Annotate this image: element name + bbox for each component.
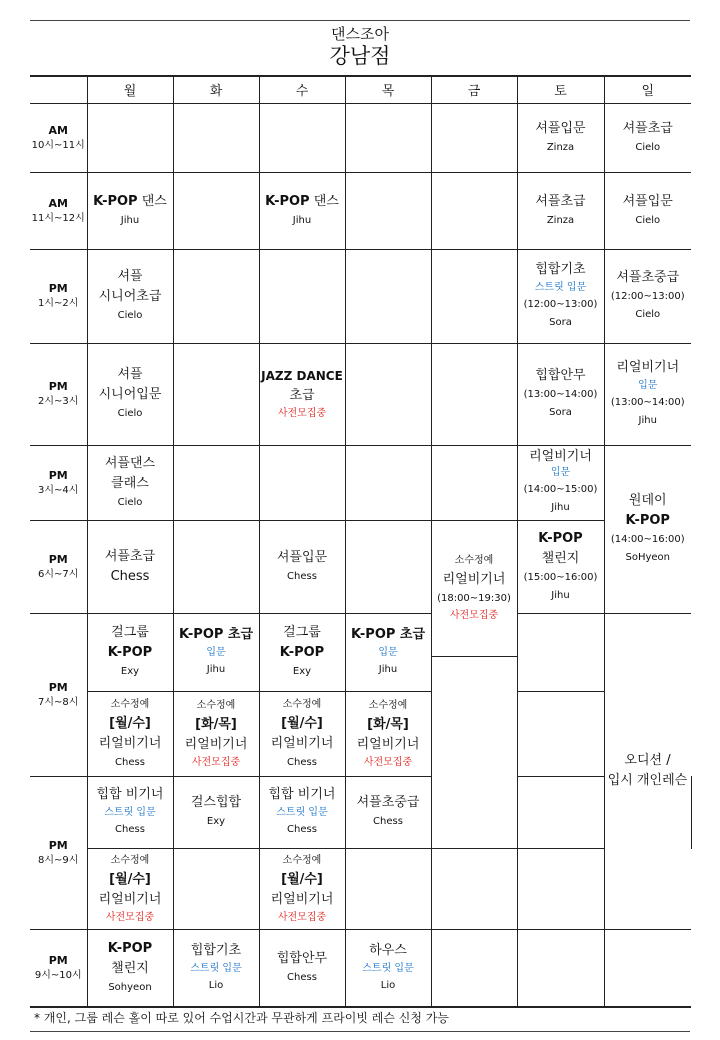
empty-cell: [173, 848, 259, 929]
row-10: [30, 103, 691, 172]
empty-cell: [173, 103, 259, 172]
day-sat: 토: [517, 76, 604, 103]
time-label: PM 3시~4시: [30, 445, 87, 520]
class-cell: 소수정예 리얼비기너 (18:00~19:30) 사전모집중: [431, 520, 517, 656]
empty-cell: [517, 613, 604, 691]
time-label: PM 6시~7시: [30, 520, 87, 613]
class-cell: 셔플초급 Chess: [87, 520, 173, 613]
row-20a: [30, 776, 691, 848]
class-cell: 셔플입문 Chess: [259, 520, 345, 613]
class-cell: 힙합 비기너 스트릿 입문 Chess: [259, 776, 345, 848]
day-sun: 일: [604, 76, 691, 103]
empty-cell: [345, 848, 431, 929]
day-wed: 수: [259, 76, 345, 103]
empty-cell: [345, 445, 431, 520]
empty-cell: [173, 343, 259, 445]
schedule-header: [30, 20, 690, 76]
empty-cell: [431, 172, 517, 249]
row-14: [30, 343, 691, 445]
empty-cell: [259, 445, 345, 520]
time-label: PM 8시~9시: [30, 776, 87, 929]
empty-cell: [173, 445, 259, 520]
class-cell: 원데이 K-POP (14:00~16:00) SoHyeon: [604, 445, 691, 613]
empty-cell: [173, 172, 259, 249]
class-cell: 리얼비기너 입문 (14:00~15:00) Jihu: [517, 445, 604, 520]
time-label: PM 1시~2시: [30, 249, 87, 343]
empty-cell: [345, 520, 431, 613]
timetable: [30, 75, 691, 1008]
time-label: AM 10시~11시: [30, 103, 87, 172]
corner-cell: [30, 76, 87, 103]
empty-cell: [87, 103, 173, 172]
empty-cell: [517, 929, 604, 1007]
row-19b: [30, 691, 691, 776]
class-cell: 힙합기초 스트릿 입문 Lio: [173, 929, 259, 1007]
class-cell: 소수정예 [월/수] 리얼비기너 사전모집중: [259, 848, 345, 929]
class-cell: 셔플 시니어입문 Cielo: [87, 343, 173, 445]
class-cell: 소수정예 [화/목] 리얼비기너 사전모집중: [345, 691, 431, 776]
time-label: PM 2시~3시: [30, 343, 87, 445]
footnote: * 개인, 그룹 레슨 홀이 따로 있어 수업시간과 무관하게 프라이빗 레슨 신청 가능: [30, 1006, 690, 1032]
class-cell: 걸스힙합 Exy: [173, 776, 259, 848]
empty-cell: [517, 848, 604, 929]
brand-name: 댄스조아: [331, 25, 389, 43]
class-cell: 셔플초급 Cielo: [604, 103, 691, 172]
class-cell: 힙합안무 Chess: [259, 929, 345, 1007]
class-cell: 힙합기초 스트릿 입문 (12:00~13:00) Sora: [517, 249, 604, 343]
empty-cell: [431, 929, 517, 1007]
empty-cell: [431, 445, 517, 520]
empty-cell: [517, 776, 604, 848]
empty-cell: [517, 691, 604, 776]
empty-cell: [259, 249, 345, 343]
empty-cell: [259, 103, 345, 172]
class-cell: 셔플입문 Zinza: [517, 103, 604, 172]
class-cell: 소수정예 [월/수] 리얼비기너 사전모집중: [87, 848, 173, 929]
row-11: [30, 172, 691, 249]
day-thu: 목: [345, 76, 431, 103]
row-13: [30, 249, 691, 343]
class-cell: 힙합 비기너 스트릿 입문 Chess: [87, 776, 173, 848]
class-cell: 셔플입문 Cielo: [604, 172, 691, 249]
class-cell: 오디션 / 입시 개인레슨: [604, 613, 691, 929]
empty-cell: [345, 343, 431, 445]
row-15: [30, 445, 691, 520]
class-cell: 셔플초중급 (12:00~13:00) Cielo: [604, 249, 691, 343]
empty-cell: [173, 249, 259, 343]
class-cell: 셔플초중급 Chess: [345, 776, 431, 848]
class-cell: JAZZ DANCE 초급 사전모집중: [259, 343, 345, 445]
time-label: PM 7시~8시: [30, 613, 87, 776]
time-label: PM 9시~10시: [30, 929, 87, 1007]
row-21: [30, 929, 691, 1007]
empty-cell: [345, 249, 431, 343]
empty-cell: [431, 848, 517, 929]
empty-cell: [604, 929, 691, 1007]
class-cell: K-POP 초급 입문 Jihu: [173, 613, 259, 691]
class-cell: 리얼비기너 입문 (13:00~14:00) Jihu: [604, 343, 691, 445]
class-cell: K-POP 댄스 Jihu: [87, 172, 173, 249]
class-cell: 셔플 시니어초급 Cielo: [87, 249, 173, 343]
day-header-row: [30, 76, 691, 103]
class-cell: 하우스 스트릿 입문 Lio: [345, 929, 431, 1007]
class-cell: 소수정예 [월/수] 리얼비기너 Chess: [87, 691, 173, 776]
class-cell: 셔플초급 Zinza: [517, 172, 604, 249]
empty-cell: [431, 343, 517, 445]
class-cell: 소수정예 [월/수] 리얼비기너 Chess: [259, 691, 345, 776]
empty-cell: [345, 103, 431, 172]
empty-cell: [431, 656, 517, 848]
class-cell: 셔플댄스 클래스 Cielo: [87, 445, 173, 520]
class-cell: K-POP 초급 입문 Jihu: [345, 613, 431, 691]
class-cell: 걸그룹 K-POP Exy: [87, 613, 173, 691]
day-tue: 화: [173, 76, 259, 103]
time-label: AM 11시~12시: [30, 172, 87, 249]
empty-cell: [173, 520, 259, 613]
branch-name: 강남점: [329, 44, 391, 68]
class-cell: K-POP 챌린지 Sohyeon: [87, 929, 173, 1007]
row-18: [30, 520, 691, 613]
empty-cell: [431, 103, 517, 172]
class-cell: K-POP 챌린지 (15:00~16:00) Jihu: [517, 520, 604, 613]
row-19a: [30, 613, 691, 656]
empty-cell: [345, 172, 431, 249]
day-mon: 월: [87, 76, 173, 103]
row-20b: [30, 848, 691, 929]
empty-cell: [431, 249, 517, 343]
class-cell: 걸그룹 K-POP Exy: [259, 613, 345, 691]
day-fri: 금: [431, 76, 517, 103]
class-cell: 힙합안무 (13:00~14:00) Sora: [517, 343, 604, 445]
class-cell: K-POP 댄스 Jihu: [259, 172, 345, 249]
class-cell: 소수정예 [화/목] 리얼비기너 사전모집중: [173, 691, 259, 776]
